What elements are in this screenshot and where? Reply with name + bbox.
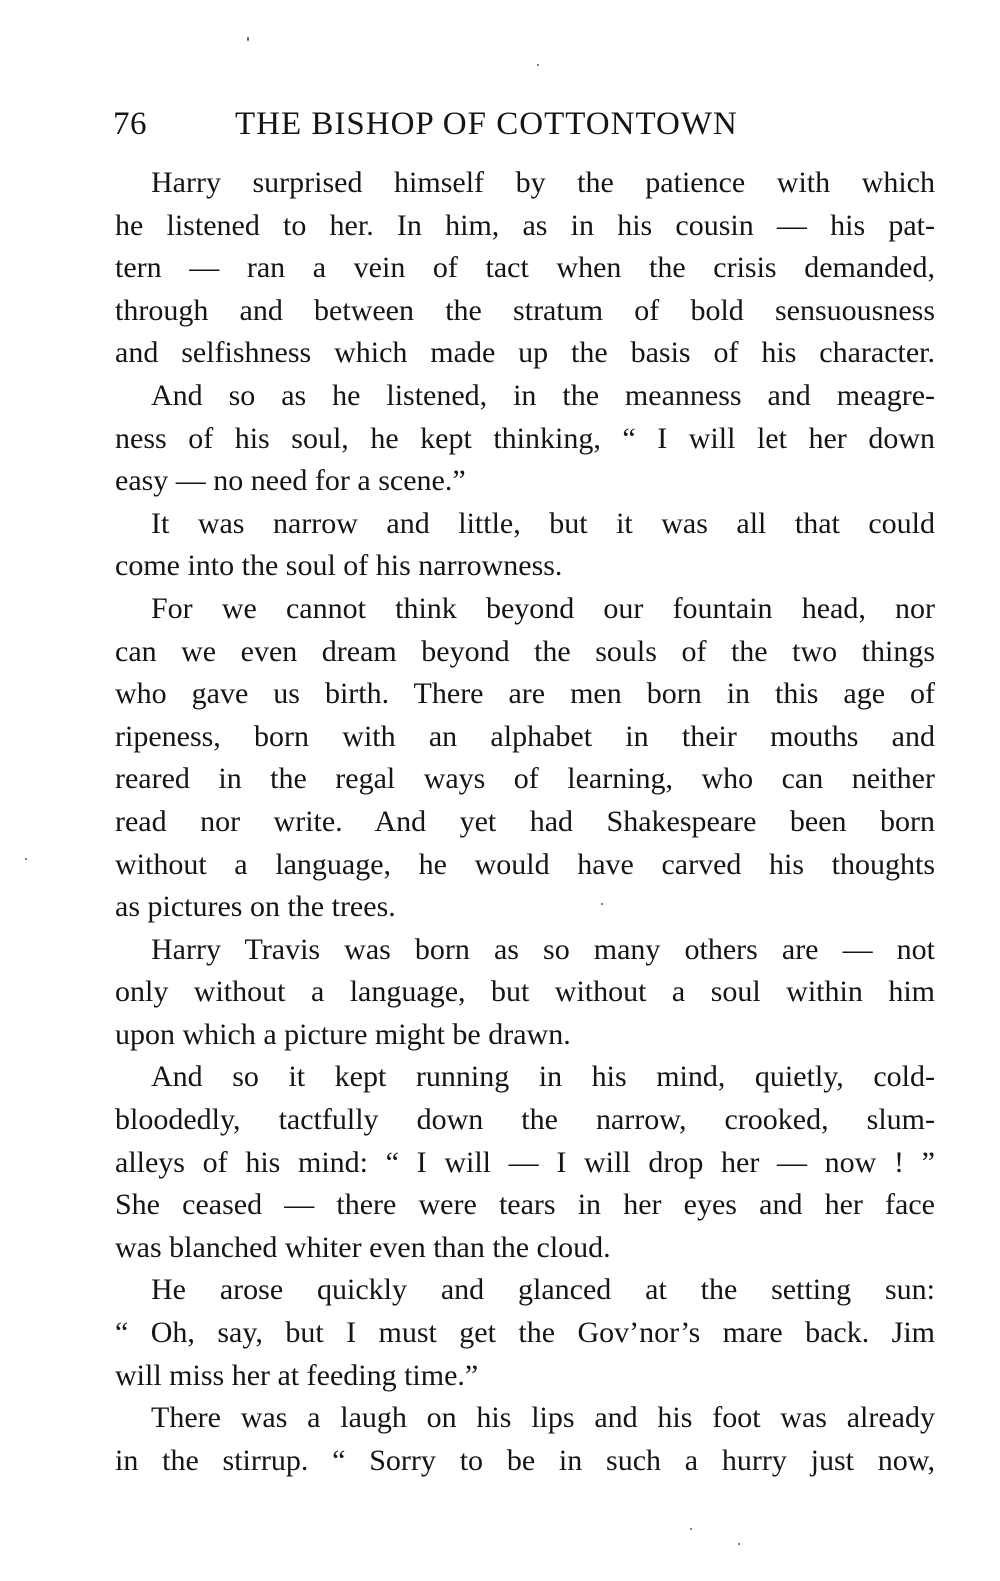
text-line: upon which a picture might be drawn. — [115, 1017, 571, 1051]
text-line: For we cannot think beyond our fountain head, nor — [151, 591, 935, 625]
scan-speck — [690, 1528, 692, 1530]
text-line: come into the soul of his narrowness. — [115, 549, 563, 583]
page-header — [113, 100, 838, 148]
text-line: was blanched whiter even than the cloud. — [115, 1230, 611, 1264]
body-text — [115, 162, 935, 1482]
text-line: There was a laugh on his lips and his foot was already — [151, 1401, 935, 1435]
text-line: And so as he listened, in the meanness and meagre- — [151, 378, 935, 412]
text-line: only without a language, but without a soul within him — [115, 975, 935, 1009]
text-line: reared in the regal ways of learning, who can neither — [115, 762, 935, 796]
text-line: tern — ran a vein of tact when the crisis demanded, — [115, 251, 935, 285]
scan-speck — [738, 1543, 740, 1545]
text-line: he listened to her. In him, as in his cousin — his pat- — [115, 208, 935, 242]
text-line: He arose quickly and glanced at the setting sun: — [151, 1273, 935, 1307]
text-line: without a language, he would have carved his thoughts — [115, 847, 935, 881]
page-number: 76 — [113, 106, 147, 142]
text-line: It was narrow and little, but it was all that could — [151, 506, 935, 540]
text-line: can we even dream beyond the souls of the two things — [115, 634, 935, 668]
scan-speck — [601, 903, 603, 905]
text-line: She ceased — there were tears in her eyes and her face — [115, 1188, 935, 1222]
text-line: And so it kept running in his mind, quietly, cold- — [151, 1060, 935, 1094]
text-line: who gave us birth. There are men born in this age of — [115, 677, 935, 711]
scan-speck — [537, 64, 539, 66]
scan-speck — [247, 37, 249, 41]
running-title: THE BISHOP OF COTTONTOWN — [235, 106, 738, 142]
text-line: ness of his soul, he kept thinking, “ I will let her down — [115, 421, 935, 455]
text-line: easy — no need for a scene.” — [115, 464, 466, 498]
scan-speck — [25, 858, 27, 860]
text-line: read nor write. And yet had Shakespeare been born — [115, 804, 935, 838]
text-line: as pictures on the trees. — [115, 890, 396, 924]
text-line: bloodedly, tactfully down the narrow, crooked, slum- — [115, 1103, 935, 1137]
text-line: ripeness, born with an alphabet in their mouths and — [115, 719, 935, 753]
text-line: Harry surprised himself by the patience with which — [151, 166, 935, 199]
text-line: alleys of his mind: “ I will — I will drop her — now ! ” — [115, 1145, 935, 1179]
text-line: and selfishness which made up the basis of his character. — [115, 336, 935, 370]
text-line: through and between the stratum of bold sensuousness — [115, 293, 935, 327]
text-line: in the stirrup. “ Sorry to be in such a hurry just now, — [115, 1443, 935, 1477]
text-line: will miss her at feeding time.” — [115, 1358, 479, 1392]
text-line: Harry Travis was born as so many others are — not — [151, 932, 935, 966]
text-line: “ Oh, say, but I must get the Gov’nor’s mare back. Jim — [115, 1316, 935, 1350]
